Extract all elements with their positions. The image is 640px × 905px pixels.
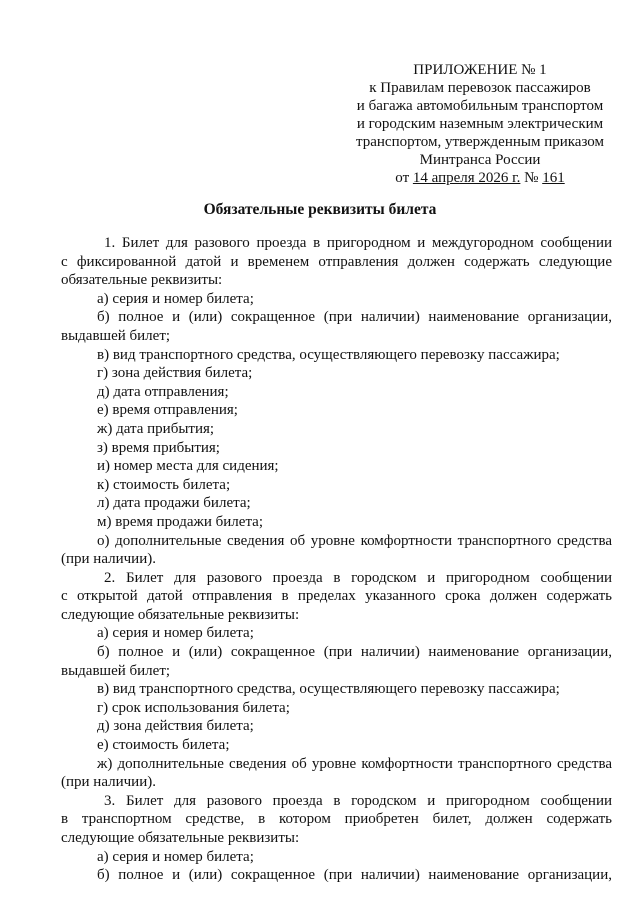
list-item: з) время прибытия;: [97, 439, 220, 456]
list-item: и) номер места для сидения;: [97, 458, 279, 475]
document-title: Обязательные реквизиты билета: [203, 201, 437, 218]
paragraph-line: следующие обязательные реквизиты:: [61, 606, 300, 623]
list-item: б) полное и (или) сокращенное (при наличии) наименование организации,: [97, 309, 612, 326]
list-item: а) серия и номер билета;: [97, 290, 254, 307]
list-item: д) зона действия билета;: [97, 718, 254, 735]
list-item-continuation: (при наличии).: [61, 774, 156, 791]
appendix-line: транспортом, утвержденным приказом: [355, 134, 605, 150]
list-item: в) вид транспортного средства, осуществляющего перевозку пассажира;: [97, 346, 560, 363]
list-item: д) дата отправления;: [97, 383, 229, 400]
list-item: г) зона действия билета;: [97, 365, 253, 382]
appendix-line: и городским наземным электрическим: [356, 116, 604, 132]
paragraph-line: с открытой датой отправления в пределах указанного срока должен содержать: [61, 588, 612, 605]
list-item: м) время продажи билета;: [97, 513, 264, 530]
list-item-continuation: выдавшей билет;: [61, 662, 171, 679]
list-item: е) стоимость билета;: [97, 737, 230, 754]
order-date: 14 апреля 2026 г.: [412, 170, 521, 186]
appendix-line: к Правилам перевозок пассажиров: [369, 80, 591, 96]
paragraph-line: 1. Билет для разового проезда в пригородном и междугородном сообщении: [104, 235, 612, 251]
appendix-line: и багажа автомобильным транспортом: [356, 98, 604, 114]
document-body: [61, 234, 612, 885]
appendix-date-line: [340, 169, 620, 187]
appendix-line: Минтранса России: [419, 152, 541, 168]
paragraph-line: обязательные реквизиты:: [61, 272, 223, 289]
list-item: б) полное и (или) сокращенное (при наличии) наименование организации,: [97, 867, 612, 884]
date-prefix: от: [395, 170, 410, 186]
appendix-header: [340, 61, 620, 187]
list-item-continuation: выдавшей билет;: [61, 327, 171, 344]
list-item: о) дополнительные сведения об уровне комфортности транспортного средства: [97, 532, 612, 549]
number-prefix: №: [524, 170, 539, 186]
list-item: ж) дата прибытия;: [97, 420, 215, 437]
list-item: к) стоимость билета;: [97, 476, 231, 493]
list-item: л) дата продажи билета;: [97, 495, 251, 512]
paragraph-line: в транспортном средстве, в котором приобретен билет, должен содержать: [61, 811, 612, 828]
list-item: а) серия и номер билета;: [97, 848, 254, 865]
list-item: г) срок использования билета;: [97, 699, 290, 716]
list-item: ж) дополнительные сведения об уровне комфортности транспортного средства: [97, 755, 612, 772]
paragraph-line: 3. Билет для разового проезда в городском и пригородном сообщении: [104, 792, 612, 809]
list-item: б) полное и (или) сокращенное (при наличии) наименование организации,: [97, 644, 612, 661]
list-item: а) серия и номер билета;: [97, 625, 254, 642]
paragraph-line: с фиксированной датой и временем отправления должен содержать следующие: [61, 253, 612, 270]
paragraph-line: следующие обязательные реквизиты:: [61, 830, 300, 846]
paragraph-line: 2. Билет для разового проезда в городском и пригородном сообщении: [104, 569, 612, 586]
list-item: е) время отправления;: [97, 402, 238, 419]
appendix-title: ПРИЛОЖЕНИЕ № 1: [413, 62, 547, 78]
list-item-continuation: (при наличии).: [61, 551, 156, 568]
order-number: 161: [542, 170, 565, 186]
list-item: в) вид транспортного средства, осуществляющего перевозку пассажира;: [97, 681, 560, 698]
